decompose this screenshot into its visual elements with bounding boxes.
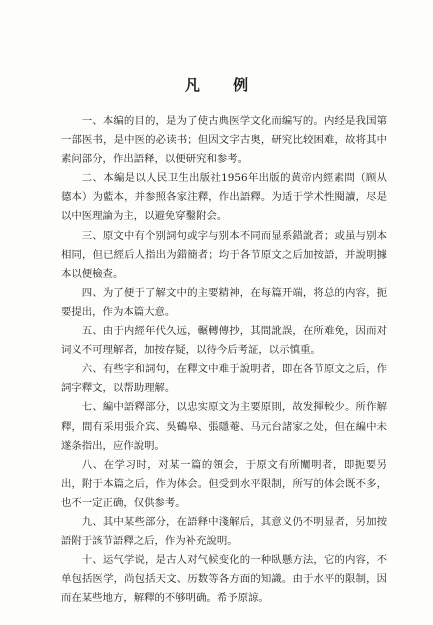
- page-title: 凡 例: [184, 76, 263, 94]
- paragraph-1: 一、本编的目的，是为了使古典医学文化而编写的。内经是我国第一部医书，是中医的必读书；但因文字古奥，研究比较困难，故将其中素问部分，作出語释，以便研究和参考。: [61, 115, 387, 166]
- body-text: [61, 112, 387, 608]
- paragraph-4: 四、为了便于了解文中的主要精神，在每篇开端，将总的内容，扼要提出，作为本篇大意。: [61, 286, 387, 318]
- paragraph-9: 九、其中某些部分，在語释中淺解后，其意义仍不明显者，另加按語附于該节語釋之后，作为补充說明。: [61, 515, 387, 548]
- paragraph-6: 六、有些字和詞句，在釋文中难于說明者，即在各节原文之后，作詞字釋文，以帮助理解。: [61, 363, 387, 395]
- paragraph-10: 十、运气学说，是古人对气候变化的一种臥懸方法，它的内容，不单包括医学，尚包括天文、历数等各方面的知識。由于水平的限制，因而在某些地方，解釋的不够明确。希予原諒。: [61, 554, 387, 605]
- paragraph-3: 三、原文中有个别詞句或字与别本不同而显系錯訛者；或虽与别本相同，但已經后人指出为錯簡者；均于各节原文之后加按語，并說明據本以便檢查。: [61, 229, 387, 280]
- paragraph-8: 八、在学习时，对某一篇的領会，于原文有所闡明者，即扼要另出，附于本篇之后，作为体会。但受到水平限制，所写的体会既不多，也不一定正确，仅供参考。: [61, 458, 387, 509]
- paragraph-5: 五、由于内經年代久远，輾轉傳抄，其間訛誤，在所难免，因而对词义不可理解者，加按存疑，以待今后考証，以示慎重。: [61, 325, 387, 357]
- paragraph-2: 二、本編是以人民卫生出版社1956年出版的黄帝内經素問（顾从德本）为藍本，并参照各家注釋，作出語釋。为适于学术性閱讀，尽是以中医理論为主，以避免穿鑿附会。: [61, 172, 387, 223]
- paragraph-7: 七、編中語釋部分，以忠实原文为主要原則，故发揮較少。所作解釋，間有采用張介宾、吳鶴皋、張隱菴、马元台諸家之处，但在編中未遂条指出，应作說明。: [61, 401, 387, 452]
